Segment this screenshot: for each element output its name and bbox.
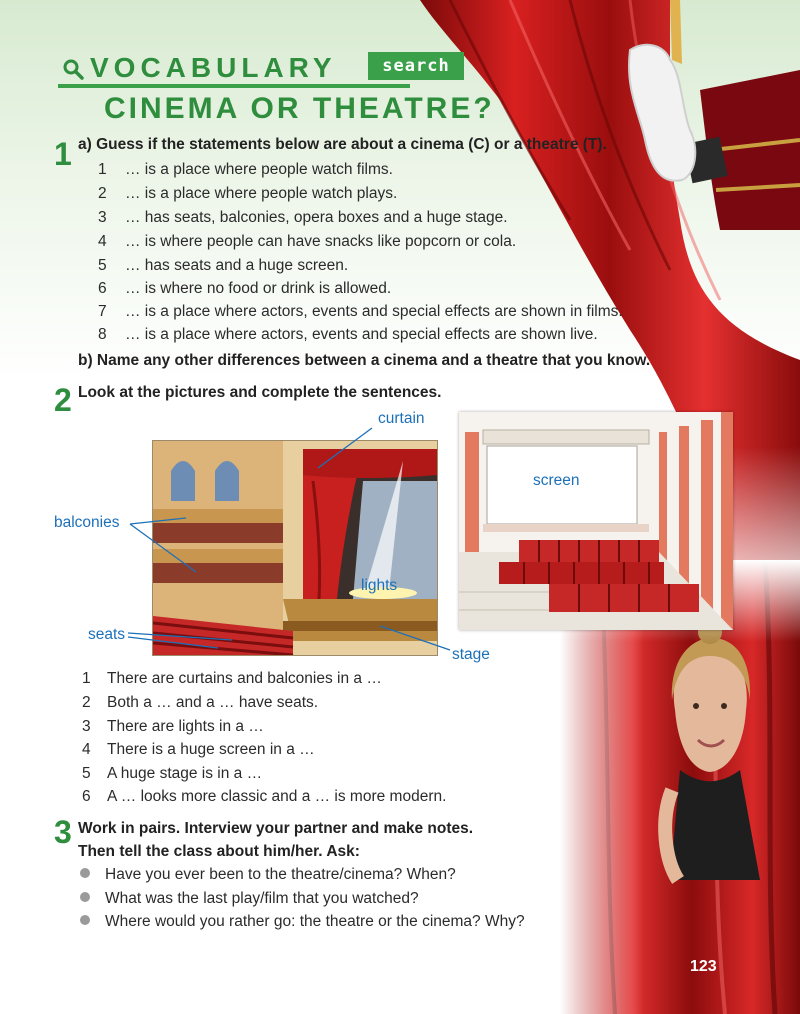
sentence-item: 5 A huge stage is in a …: [82, 765, 263, 782]
exercise-3-instruction-line2: Then tell the class about him/her. Ask:: [78, 843, 360, 860]
statement-item: 5 … has seats and a huge screen.: [98, 257, 349, 274]
statement-item: 3 … has seats, balconies, opera boxes and a huge stage.: [98, 209, 508, 226]
statement-item: 7 … is a place where actors, events and special effects are shown in films.: [98, 303, 623, 320]
sentence-item: 1 There are curtains and balconies in a …: [82, 670, 382, 687]
exercise-1a-instruction: a) Guess if the statements below are about a cinema (C) or a theatre (T).: [78, 136, 607, 153]
exercise-1b-instruction: b) Name any other differences between a cinema and a theatre that you know.: [78, 352, 651, 369]
statement-item: 6 … is where no food or drink is allowed.: [98, 280, 392, 297]
label-seats: seats: [88, 626, 126, 643]
question-item: Where would you rather go: the theatre or the cinema? Why?: [80, 913, 525, 931]
search-tag: search: [368, 52, 464, 80]
label-stage: stage: [452, 646, 490, 663]
statement-item: 8 … is a place where actors, events and special effects are shown live.: [98, 326, 598, 343]
exercise-2-number: 2: [54, 382, 72, 418]
page-title: CINEMA OR THEATRE?: [104, 92, 495, 125]
statement-item: 1 … is a place where people watch films.: [98, 161, 393, 178]
exercise-2-instruction: Look at the pictures and complete the sentences.: [78, 384, 442, 401]
sentence-item: 6 A … looks more classic and a … is more modern.: [82, 788, 447, 805]
exercise-1-number: 1: [54, 136, 72, 172]
statement-item: 4 … is where people can have snacks like popcorn or cola.: [98, 233, 517, 250]
sentence-item: 3 There are lights in a …: [82, 718, 264, 735]
question-item: Have you ever been to the theatre/cinema? When?: [80, 866, 456, 884]
sentence-item: 2 Both a … and a … have seats.: [82, 694, 319, 711]
page-number: 123: [690, 958, 717, 975]
vocabulary-label: VOCABULARY: [90, 52, 337, 83]
label-balconies: balconies: [54, 514, 120, 531]
statement-item: 2 … is a place where people watch plays.: [98, 185, 398, 202]
label-curtain: curtain: [378, 410, 425, 427]
exercise-3-number: 3: [54, 814, 72, 850]
exercise-3-instruction-line1: Work in pairs. Interview your partner and make notes.: [78, 820, 474, 837]
label-screen: screen: [533, 472, 580, 489]
sentence-item: 4 There is a huge screen in a …: [82, 741, 315, 758]
label-lights: lights: [361, 577, 398, 594]
question-item: What was the last play/film that you watched?: [80, 890, 419, 908]
